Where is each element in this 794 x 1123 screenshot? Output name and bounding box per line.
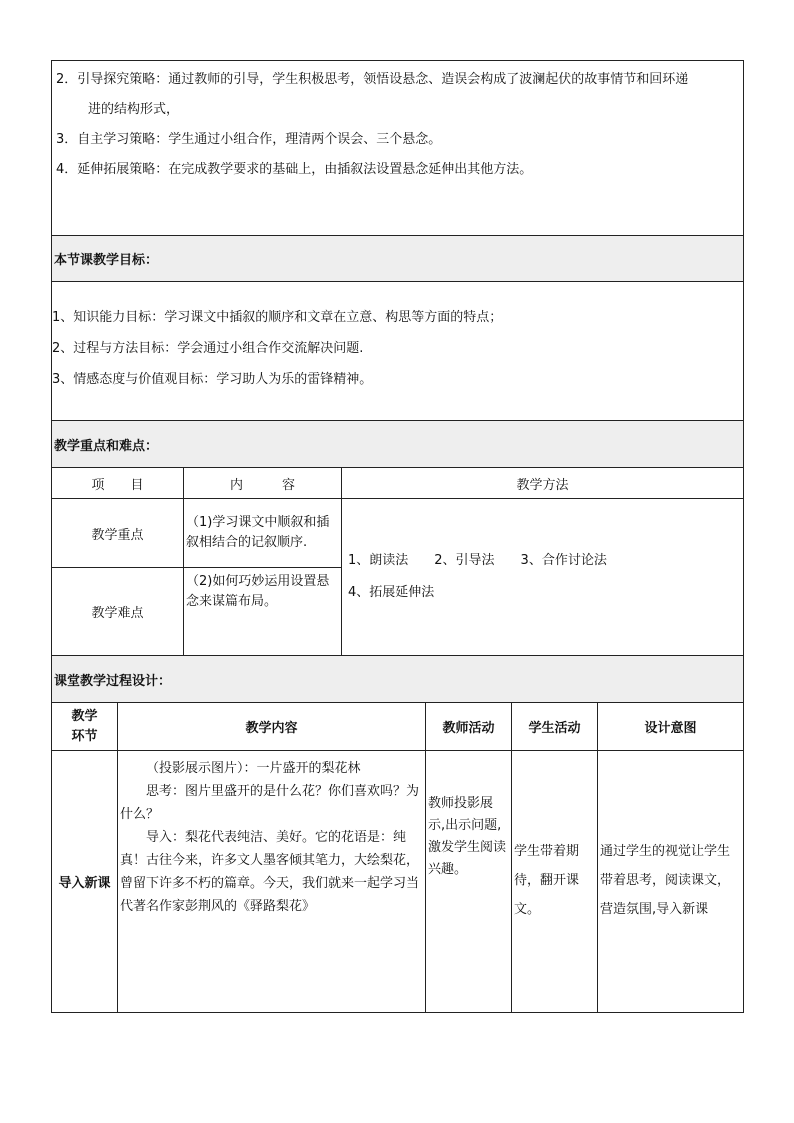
design-intent: 通过学生的视觉让学生带着思考，阅读课文，营造氛围,导入新课 [598,751,744,1013]
methods-line: 4、拓展延伸法 [348,585,435,600]
col-header-stage [52,703,118,751]
teaching-content [118,751,426,1013]
goal-item: 1、知识能力目标：学习课文中插叙的顺序和文章在立意、构思等方面的特点； [52,310,503,325]
col-header-method: 教学方法 [342,468,744,499]
difficulty-label: 教学难点 [52,568,184,656]
content-line: 思考：图片里盛开的是什么花？你们喜欢吗？为什么？ [120,784,420,822]
lesson-plan-page [51,60,743,1013]
teacher-activity: 教师投影展示,出示问题,激发学生阅读兴趣。 [426,751,512,1013]
strategy-text: 延伸拓展策略：在完成教学要求的基础上，由插叙法设置悬念延伸出其他方法。 [77,162,533,177]
col-header-stage-line: 教学 [71,708,98,724]
strategy-item [56,125,739,155]
strategy-number: 3． [56,132,78,147]
content-line: 导入：梨花代表纯洁、美好。它的花语是：纯真！古往今来，许多文人墨客倾其笔力，大绘梨花，曾留下许多不朽的篇章。今天，我们就来一起学习当代著名作家彭荆风的《驿路梨花》 [120,830,420,914]
strategy-text: 自主学习策略：学生通过小组合作，理清两个误会、三个悬念。 [77,132,442,147]
methods-line: 1、朗读法 2、引导法 3、合作讨论法 [348,553,607,568]
key-points-heading: 教学重点和难点： [52,421,744,468]
col-header-item: 项 目 [52,468,184,499]
key-point-label: 教学重点 [52,499,184,568]
difficulty-content: （2)如何巧妙运用设置悬念来谋篇布局。 [184,568,342,656]
strategy-item [56,65,739,95]
col-header-content: 内 容 [184,468,342,499]
strategy-text-continued: 进的结构形式， [88,102,180,117]
strategy-item [56,155,739,185]
col-header-teacher-activity: 教师活动 [426,703,512,751]
process-heading: 课堂教学过程设计： [52,656,744,703]
goals-section [52,282,744,421]
teaching-methods [342,499,744,656]
content-line: （投影展示图片）：一片盛开的梨花林 [146,761,361,776]
strategy-number: 4． [56,162,78,177]
col-header-teaching-content: 教学内容 [118,703,426,751]
goal-item: 3、情感态度与价值观目标：学习助人为乐的雷锋精神。 [52,372,373,387]
strategy-text: 引导探究策略：通过教师的引导，学生积极思考，领悟设悬念、造误会构成了波澜起伏的故事情节和回环递 [77,72,689,87]
col-header-stage-line: 环节 [71,728,98,744]
student-activity: 学生带着期待，翻开课文。 [512,751,598,1013]
col-header-design-intent: 设计意图 [598,703,744,751]
goals-heading: 本节课教学目标： [52,236,744,282]
strategy-section [52,61,744,236]
key-point-content: （1)学习课文中顺叙和插叙相结合的记叙顺序. [184,499,342,568]
strategy-number: 2． [56,72,78,87]
goal-item: 2、过程与方法目标：学会通过小组合作交流解决问题. [52,341,364,356]
lesson-plan-table [51,60,744,1013]
stage-label: 导入新课 [52,751,118,1013]
col-header-student-activity: 学生活动 [512,703,598,751]
